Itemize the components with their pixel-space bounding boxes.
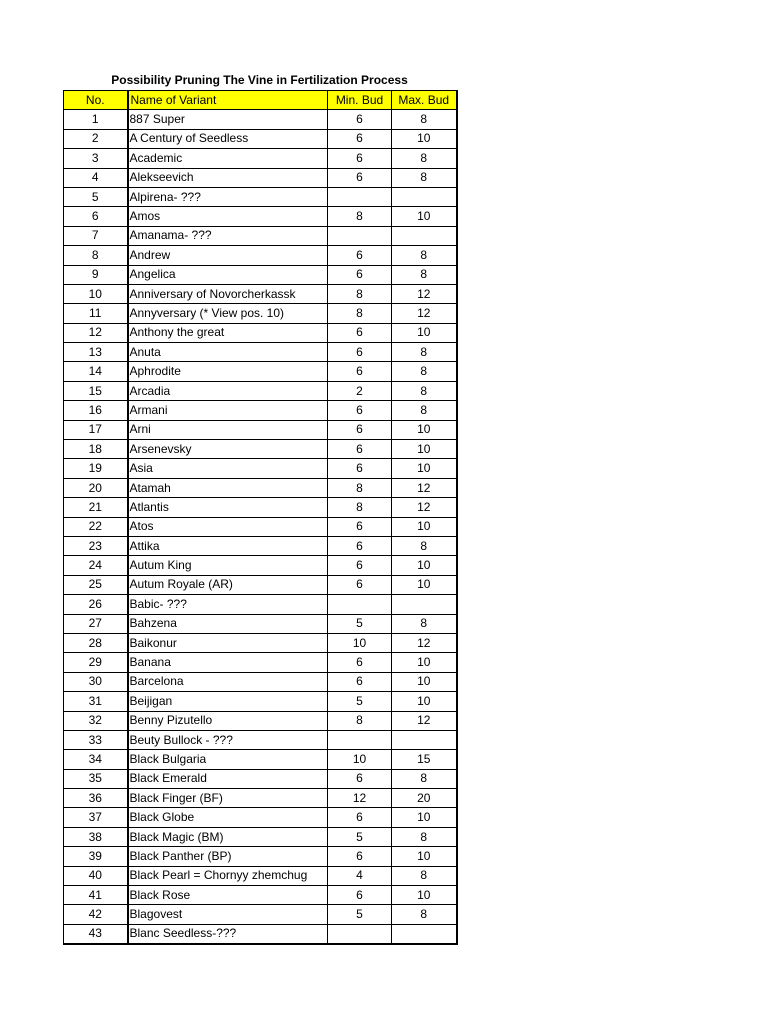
max-bud-value: 10 <box>392 556 457 575</box>
variant-name: Autum Royale (AR) <box>128 575 328 594</box>
min-bud-value <box>328 187 392 206</box>
row-number: 10 <box>64 284 128 303</box>
min-bud-value <box>328 924 392 944</box>
row-number: 15 <box>64 381 128 400</box>
table-row <box>64 168 457 187</box>
max-bud-value: 10 <box>392 459 457 478</box>
row-number: 37 <box>64 808 128 827</box>
min-bud-value: 6 <box>328 886 392 905</box>
row-number: 31 <box>64 692 128 711</box>
row-number: 19 <box>64 459 128 478</box>
variant-name: Arcadia <box>128 381 328 400</box>
row-number: 4 <box>64 168 128 187</box>
min-bud-value: 6 <box>328 536 392 555</box>
table-row <box>64 886 457 905</box>
max-bud-value: 10 <box>392 847 457 866</box>
header-min-bud: Min. Bud <box>328 91 392 110</box>
variant-name: Armani <box>128 401 328 420</box>
table-row <box>64 847 457 866</box>
max-bud-value: 8 <box>392 343 457 362</box>
min-bud-value: 6 <box>328 323 392 342</box>
row-number: 36 <box>64 789 128 808</box>
table-row <box>64 284 457 303</box>
row-number: 35 <box>64 769 128 788</box>
row-number: 30 <box>64 672 128 691</box>
table-row <box>64 459 457 478</box>
header-row <box>64 91 457 110</box>
min-bud-value: 8 <box>328 304 392 323</box>
min-bud-value: 12 <box>328 789 392 808</box>
min-bud-value: 5 <box>328 905 392 924</box>
row-number: 12 <box>64 323 128 342</box>
variant-name: Black Globe <box>128 808 328 827</box>
max-bud-value: 10 <box>392 672 457 691</box>
max-bud-value: 10 <box>392 886 457 905</box>
variant-name: Annyversary (* View pos. 10) <box>128 304 328 323</box>
table-row <box>64 420 457 439</box>
table-row <box>64 110 457 129</box>
table-row <box>64 187 457 206</box>
max-bud-value: 10 <box>392 653 457 672</box>
min-bud-value: 6 <box>328 459 392 478</box>
variant-name: Banana <box>128 653 328 672</box>
max-bud-value: 10 <box>392 517 457 536</box>
max-bud-value: 8 <box>392 168 457 187</box>
min-bud-value: 6 <box>328 575 392 594</box>
min-bud-value: 6 <box>328 149 392 168</box>
table-row <box>64 730 457 749</box>
max-bud-value: 20 <box>392 789 457 808</box>
max-bud-value: 10 <box>392 207 457 226</box>
max-bud-value <box>392 226 457 245</box>
max-bud-value: 10 <box>392 129 457 148</box>
max-bud-value: 8 <box>392 381 457 400</box>
table-row <box>64 924 457 944</box>
min-bud-value: 10 <box>328 633 392 652</box>
table-row <box>64 672 457 691</box>
variant-name: Bahzena <box>128 614 328 633</box>
row-number: 26 <box>64 595 128 614</box>
variant-name: Asia <box>128 459 328 478</box>
variant-name: Arni <box>128 420 328 439</box>
min-bud-value: 5 <box>328 827 392 846</box>
min-bud-value: 8 <box>328 207 392 226</box>
table-row <box>64 478 457 497</box>
table-row <box>64 440 457 459</box>
row-number: 32 <box>64 711 128 730</box>
max-bud-value: 10 <box>392 575 457 594</box>
variant-name: Black Pearl = Chornyy zhemchug <box>128 866 328 885</box>
variant-name: Anuta <box>128 343 328 362</box>
row-number: 16 <box>64 401 128 420</box>
variant-name: Atlantis <box>128 498 328 517</box>
row-number: 28 <box>64 633 128 652</box>
variant-name: Alekseevich <box>128 168 328 187</box>
max-bud-value: 12 <box>392 498 457 517</box>
max-bud-value: 8 <box>392 149 457 168</box>
max-bud-value: 8 <box>392 769 457 788</box>
min-bud-value: 6 <box>328 110 392 129</box>
min-bud-value: 5 <box>328 614 392 633</box>
table-row <box>64 401 457 420</box>
row-number: 25 <box>64 575 128 594</box>
table-row <box>64 323 457 342</box>
min-bud-value: 6 <box>328 265 392 284</box>
header-name: Name of Variant <box>128 91 328 110</box>
variant-name: Black Magic (BM) <box>128 827 328 846</box>
variant-name: Alpirena- ??? <box>128 187 328 206</box>
table-row <box>64 827 457 846</box>
min-bud-value: 6 <box>328 246 392 265</box>
variant-name: Attika <box>128 536 328 555</box>
variant-name: Baikonur <box>128 633 328 652</box>
variant-name: Angelica <box>128 265 328 284</box>
variant-name: Beijigan <box>128 692 328 711</box>
row-number: 2 <box>64 129 128 148</box>
table-row <box>64 381 457 400</box>
max-bud-value <box>392 187 457 206</box>
header-max-bud: Max. Bud <box>392 91 457 110</box>
min-bud-value: 6 <box>328 129 392 148</box>
variant-name: Anthony the great <box>128 323 328 342</box>
min-bud-value: 8 <box>328 498 392 517</box>
min-bud-value <box>328 226 392 245</box>
min-bud-value: 6 <box>328 653 392 672</box>
variant-name: Arsenevsky <box>128 440 328 459</box>
table-row <box>64 304 457 323</box>
variant-name: Barcelona <box>128 672 328 691</box>
table-row <box>64 149 457 168</box>
row-number: 20 <box>64 478 128 497</box>
table-body <box>64 110 457 944</box>
max-bud-value: 8 <box>392 866 457 885</box>
variant-name: A Century of Seedless <box>128 129 328 148</box>
variant-name: Autum King <box>128 556 328 575</box>
row-number: 11 <box>64 304 128 323</box>
max-bud-value: 8 <box>392 246 457 265</box>
max-bud-value: 8 <box>392 265 457 284</box>
table-row <box>64 536 457 555</box>
min-bud-value: 8 <box>328 284 392 303</box>
max-bud-value: 8 <box>392 536 457 555</box>
table-row <box>64 808 457 827</box>
max-bud-value: 8 <box>392 905 457 924</box>
min-bud-value: 4 <box>328 866 392 885</box>
variant-name: Benny Pizutello <box>128 711 328 730</box>
table-row <box>64 789 457 808</box>
max-bud-value: 12 <box>392 633 457 652</box>
max-bud-value: 8 <box>392 614 457 633</box>
min-bud-value: 6 <box>328 769 392 788</box>
row-number: 24 <box>64 556 128 575</box>
min-bud-value: 8 <box>328 711 392 730</box>
min-bud-value <box>328 730 392 749</box>
min-bud-value: 6 <box>328 168 392 187</box>
max-bud-value: 10 <box>392 692 457 711</box>
min-bud-value: 8 <box>328 478 392 497</box>
table-row <box>64 905 457 924</box>
variant-name: Atos <box>128 517 328 536</box>
row-number: 3 <box>64 149 128 168</box>
table-row <box>64 246 457 265</box>
row-number: 9 <box>64 265 128 284</box>
row-number: 29 <box>64 653 128 672</box>
max-bud-value: 8 <box>392 110 457 129</box>
min-bud-value: 6 <box>328 517 392 536</box>
row-number: 42 <box>64 905 128 924</box>
table-row <box>64 498 457 517</box>
min-bud-value: 5 <box>328 692 392 711</box>
table-row <box>64 265 457 284</box>
row-number: 34 <box>64 750 128 769</box>
table-row <box>64 692 457 711</box>
table-row <box>64 517 457 536</box>
max-bud-value: 15 <box>392 750 457 769</box>
table-row <box>64 614 457 633</box>
min-bud-value: 10 <box>328 750 392 769</box>
min-bud-value: 6 <box>328 808 392 827</box>
row-number: 38 <box>64 827 128 846</box>
min-bud-value: 6 <box>328 672 392 691</box>
max-bud-value <box>392 924 457 944</box>
row-number: 27 <box>64 614 128 633</box>
variant-name: Atamah <box>128 478 328 497</box>
header-no: No. <box>64 91 128 110</box>
sheet-title: Possibility Pruning The Vine in Fertilization Process <box>111 73 408 87</box>
variant-name: 887 Super <box>128 110 328 129</box>
table-row <box>64 207 457 226</box>
table-row <box>64 769 457 788</box>
min-bud-value: 6 <box>328 420 392 439</box>
row-number: 21 <box>64 498 128 517</box>
max-bud-value: 10 <box>392 440 457 459</box>
row-number: 18 <box>64 440 128 459</box>
row-number: 14 <box>64 362 128 381</box>
table-row <box>64 595 457 614</box>
max-bud-value: 12 <box>392 478 457 497</box>
table-row <box>64 362 457 381</box>
row-number: 43 <box>64 924 128 944</box>
max-bud-value: 8 <box>392 401 457 420</box>
max-bud-value: 10 <box>392 420 457 439</box>
table-row <box>64 343 457 362</box>
row-number: 17 <box>64 420 128 439</box>
min-bud-value: 2 <box>328 381 392 400</box>
max-bud-value: 8 <box>392 362 457 381</box>
min-bud-value: 6 <box>328 440 392 459</box>
row-number: 7 <box>64 226 128 245</box>
variant-name: Amos <box>128 207 328 226</box>
min-bud-value: 6 <box>328 401 392 420</box>
table-row <box>64 129 457 148</box>
row-number: 8 <box>64 246 128 265</box>
max-bud-value <box>392 595 457 614</box>
table-row <box>64 866 457 885</box>
row-number: 1 <box>64 110 128 129</box>
row-number: 40 <box>64 866 128 885</box>
table-row <box>64 653 457 672</box>
max-bud-value: 12 <box>392 284 457 303</box>
variant-name: Black Emerald <box>128 769 328 788</box>
min-bud-value: 6 <box>328 556 392 575</box>
row-number: 22 <box>64 517 128 536</box>
variant-name: Black Bulgaria <box>128 750 328 769</box>
row-number: 41 <box>64 886 128 905</box>
variant-name: Anniversary of Novorcherkassk <box>128 284 328 303</box>
variant-name: Black Finger (BF) <box>128 789 328 808</box>
variant-name: Academic <box>128 149 328 168</box>
table-row <box>64 711 457 730</box>
table-row <box>64 575 457 594</box>
variant-name: Black Rose <box>128 886 328 905</box>
max-bud-value: 10 <box>392 323 457 342</box>
variant-table <box>63 90 458 945</box>
row-number: 5 <box>64 187 128 206</box>
min-bud-value <box>328 595 392 614</box>
row-number: 33 <box>64 730 128 749</box>
variant-name: Amanama- ??? <box>128 226 328 245</box>
variant-name: Black Panther (BP) <box>128 847 328 866</box>
min-bud-value: 6 <box>328 362 392 381</box>
variant-name: Babic- ??? <box>128 595 328 614</box>
variant-name: Aphrodite <box>128 362 328 381</box>
row-number: 13 <box>64 343 128 362</box>
max-bud-value: 12 <box>392 304 457 323</box>
row-number: 23 <box>64 536 128 555</box>
table-row <box>64 750 457 769</box>
variant-name: Beuty Bullock - ??? <box>128 730 328 749</box>
min-bud-value: 6 <box>328 343 392 362</box>
row-number: 6 <box>64 207 128 226</box>
min-bud-value: 6 <box>328 847 392 866</box>
max-bud-value: 10 <box>392 808 457 827</box>
variant-name: Blanc Seedless-??? <box>128 924 328 944</box>
variant-name: Andrew <box>128 246 328 265</box>
max-bud-value <box>392 730 457 749</box>
max-bud-value: 8 <box>392 827 457 846</box>
row-number: 39 <box>64 847 128 866</box>
table-row <box>64 226 457 245</box>
table-row <box>64 556 457 575</box>
table-row <box>64 633 457 652</box>
variant-name: Blagovest <box>128 905 328 924</box>
max-bud-value: 12 <box>392 711 457 730</box>
